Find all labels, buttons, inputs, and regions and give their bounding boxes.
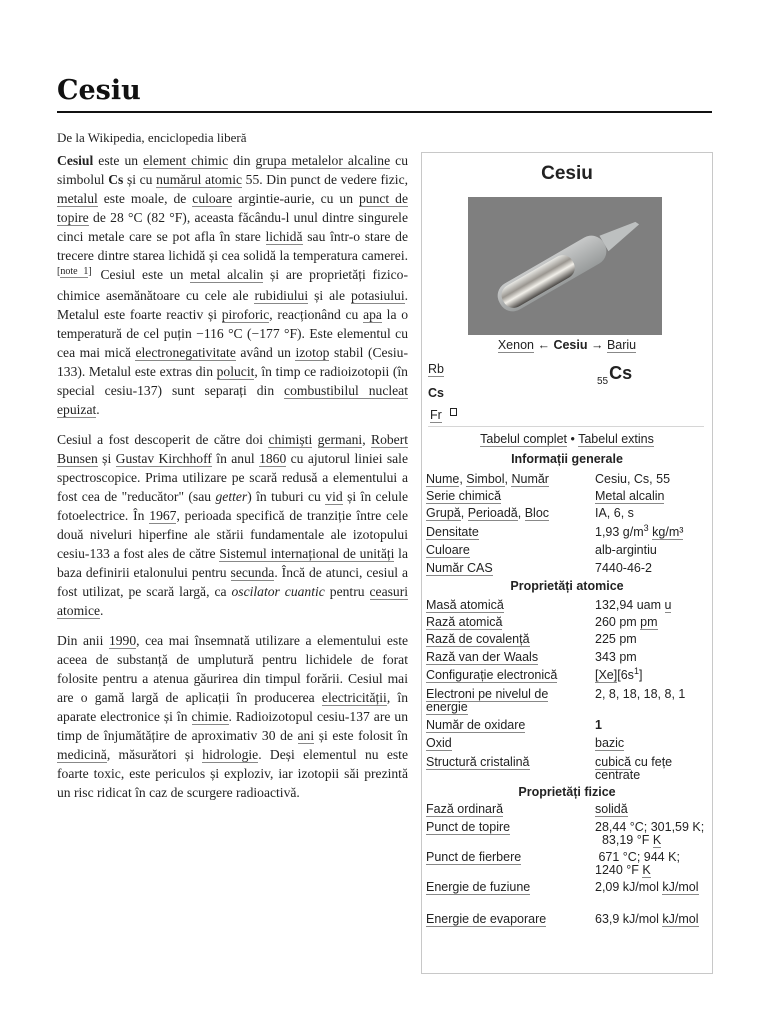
property-value: 225 pm <box>595 632 637 646</box>
property-label[interactable]: Energie de evaporare <box>426 912 547 926</box>
periodic-table-links[interactable]: Tabelul complet • Tabelul extins <box>480 432 654 446</box>
neighbor-above-rb[interactable]: Rb <box>428 362 444 376</box>
property-value: IA, 6, s <box>595 506 634 520</box>
property-label[interactable]: Rază van der Waals <box>426 650 539 664</box>
property-value: solidă <box>595 802 628 816</box>
property-label[interactable]: Energie de fuziune <box>426 880 531 894</box>
property-value: 260 pm pm <box>595 615 658 629</box>
broken-image-icon <box>450 408 457 416</box>
property-value: alb-argintiu <box>595 543 657 557</box>
current-element-cs: Cs <box>428 386 444 400</box>
property-label[interactable]: Nume, Simbol, Număr <box>426 472 549 486</box>
article-paragraph-3[interactable]: Din anii 1990, cea mai însemnată utilizare a elementului este aceea de substanță de umplutură pentru lichidele de forat folosite pentru a atenua găurirea din timpul forării. Cesiul mai are o gamă largă de aplicații în producerea electricității, în aparate electronice și în chimie. Radioizotopul cesiu-137 are un timp de înjumătățire de aproximativ 30 de ani și este folosit în medicină, măsurători și hidrologie. Deși elementul nu este foarte toxic, este periculos și exploziv, iar izotopii săi prezintă un risc ridicat în caz de scurgere radioactivă. <box>57 633 409 800</box>
property-label[interactable]: Grupă, Perioadă, Bloc <box>426 506 550 520</box>
article-paragraph-1[interactable]: Cesiul este un element chimic din grupa metalelor alcaline cu simbolul Cs și cu numărul atomic 55. Din punct de vedere fizic, metalul este moale, de culoare argintie-aurie, cu un punct de topire de 28 °C (82 °F), aceasta făcându-l unul dintre singurele cinci metale care se pot afla în stare lichidă sau într-o stare de trecere dintre starea lichidă și cea solidă la temperatura camerei. [note 1] Cesiul este un metal alcalin și are proprietăți fizico-chimice asemănătoare cu cele ale rubidiului și ale potasiului. Metalul este foarte reactiv și piroforic, reacționând cu apa la o temperatură de cel puțin −116 °C (−177 °F). Este elementul cu cea mai mică electronegativitate având un izotop stabil (Cesiu-133). Metalul este extras din polucit, în timp ce radioizotopii (în special cesiu-137) sunt separați din combustibilul nucleat epuizat. <box>57 153 409 417</box>
section-general-info: Informații generale <box>511 452 623 466</box>
property-label[interactable]: Număr CAS <box>426 561 493 575</box>
property-label[interactable]: Configurație electronică <box>426 668 558 682</box>
property-value: 2,09 kJ/mol kJ/mol <box>595 880 699 894</box>
property-label[interactable]: Rază de covalență <box>426 632 530 646</box>
page-tagline: De la Wikipedia, enciclopedia liberă <box>57 130 247 145</box>
property-value: Metal alcalin <box>595 489 665 503</box>
title-divider <box>57 111 712 113</box>
property-value: cubică cu fețe centrate <box>595 755 673 782</box>
property-value: 132,94 uam u <box>595 598 672 612</box>
property-label[interactable]: Fază ordinară <box>426 802 504 816</box>
property-label[interactable]: Masă atomică <box>426 598 504 612</box>
property-value: $[Xe][6s^1]$ <box>595 665 643 682</box>
property-label[interactable]: Oxid <box>426 736 452 750</box>
section-physical-properties: Proprietăți fizice <box>518 785 616 799</box>
infobox-title: Cesiu <box>541 163 593 184</box>
element-navigation[interactable]: Xenon ← Cesiu → Bariu <box>497 338 637 352</box>
property-label[interactable]: Serie chimică <box>426 489 502 503</box>
property-label[interactable]: Număr de oxidare <box>426 718 526 732</box>
property-value: 1 <box>595 718 602 732</box>
article-body <box>57 151 408 813</box>
property-label[interactable]: Rază atomică <box>426 615 503 629</box>
property-label[interactable]: Culoare <box>426 543 470 557</box>
property-value: 2, 8, 18, 18, 8, 1 <box>595 687 686 701</box>
property-label[interactable]: Densitate <box>426 525 479 539</box>
infobox-separator <box>428 426 704 427</box>
cesium-ampoule-image[interactable] <box>468 197 662 335</box>
property-value: 1,93 $g/m^3$ kg/m³ <box>595 522 684 539</box>
property-value: Cesiu, Cs, 55 <box>595 472 671 486</box>
property-value: 28,44 °C; 301,59 K; 83,19 °F K <box>595 820 705 847</box>
property-label[interactable]: Punct de topire <box>426 820 511 834</box>
property-value: 343 pm <box>595 650 637 664</box>
cesium-ampoule-drawing <box>468 197 662 335</box>
property-value: 671 °C; 944 K; 1240 °F K <box>595 850 680 877</box>
property-label[interactable]: Punct de fierbere <box>426 850 522 864</box>
element-symbol: $_{55}$Cs <box>597 363 633 387</box>
property-value: 7440-46-2 <box>595 561 652 575</box>
article-paragraph-2[interactable]: Cesiul a fost descoperit de către doi chimiști germani, Robert Bunsen și Gustav Kirchhoff în anul 1860 cu ajutorul liniei sale spectroscopice. Prima utilizare pe scară redusă a elementului a fost cea de "reducător" (sau getter) în tuburi cu vid și în celule fotoelectrice. În 1967, perioada specifică de tranziție între cele două niveluri hiperfine ale stării fundamentale ale izotopului cesiu-133 a fost ales de către Sistemul internațional de unități la baza definirii etalonului pentru secunda. Încă de atunci, cesiul a fost utilizat, pe scară largă, ca oscilator cuantic pentru ceasuri atomice. <box>57 432 409 618</box>
property-value: 63,9 kJ/mol kJ/mol <box>595 912 699 926</box>
property-value: bazic <box>595 736 625 750</box>
property-label[interactable]: Structură cristalină <box>426 755 530 769</box>
infobox <box>421 152 713 974</box>
property-label[interactable]: Electroni pe nivelul de energie <box>426 687 549 714</box>
neighbor-below-fr[interactable]: Fr <box>430 408 457 422</box>
page-title: Cesiu <box>57 75 141 106</box>
section-atomic-properties: Proprietăți atomice <box>510 579 624 593</box>
